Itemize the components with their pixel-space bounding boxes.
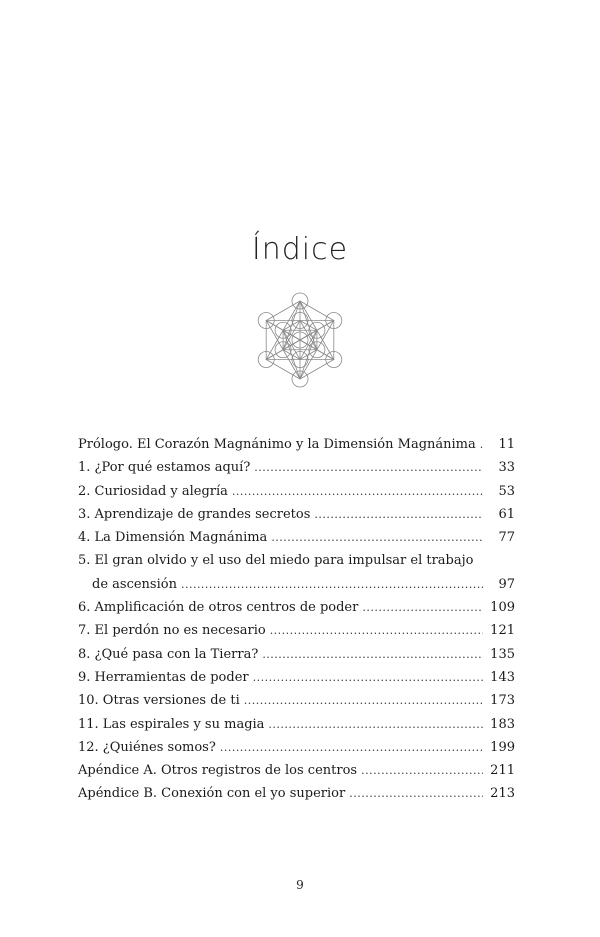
toc-entry-page: 121 xyxy=(490,623,515,639)
toc-entry-page: 213 xyxy=(490,786,515,802)
toc-entry-title: 10. Otras versiones de ti xyxy=(78,693,240,709)
toc-entry xyxy=(78,623,515,646)
page-title: Índice xyxy=(251,232,349,267)
toc-entry-title: 2. Curiosidad y alegría xyxy=(78,483,228,499)
toc-entry-title: 1. ¿Por qué estamos aquí? xyxy=(78,460,251,476)
toc-entry-page: 211 xyxy=(490,763,515,779)
toc-entry-title: 5. El gran olvido y el uso del miedo para impulsar el trabajo xyxy=(78,553,474,569)
toc-entry xyxy=(78,437,515,460)
toc-entry-page: 61 xyxy=(498,506,515,522)
toc-entry xyxy=(78,647,515,670)
metatrons-cube-icon xyxy=(250,290,350,390)
toc-entry-title: 7. El perdón no es necesario xyxy=(78,623,266,639)
toc-entry xyxy=(78,530,515,553)
toc-entry-page: 97 xyxy=(498,576,515,592)
toc-entry-continuation xyxy=(78,577,515,600)
toc-entry-page: 183 xyxy=(490,716,515,732)
toc-entry xyxy=(78,484,515,507)
toc-entry xyxy=(78,693,515,716)
toc-entry-title: 12. ¿Quiénes somos? xyxy=(78,739,216,755)
toc-entry-page: 109 xyxy=(490,600,515,616)
toc-entry xyxy=(78,763,515,786)
toc-entry-title: 6. Amplificación de otros centros de poder xyxy=(78,600,359,616)
toc-entry xyxy=(78,553,515,576)
toc-entry-page: 33 xyxy=(498,460,515,476)
toc-entry xyxy=(78,717,515,740)
toc-entry-page: 143 xyxy=(490,669,515,685)
toc-entry-title: Apéndice B. Conexión con el yo superior xyxy=(78,786,346,802)
table-of-contents xyxy=(78,437,515,810)
page-number: 9 xyxy=(296,878,304,892)
toc-entry-title: 3. Aprendizaje de grandes secretos xyxy=(78,506,311,522)
toc-entry-title-cont: de ascensión xyxy=(92,576,177,592)
toc-entry-page: 199 xyxy=(490,739,515,755)
toc-entry-title: 4. La Dimensión Magnánima xyxy=(78,530,268,546)
toc-entry-page: 135 xyxy=(490,646,515,662)
toc-entry-page: 173 xyxy=(490,693,515,709)
toc-entry-page: 77 xyxy=(498,530,515,546)
toc-entry-title: 9. Herramientas de poder xyxy=(78,669,249,685)
toc-entry xyxy=(78,460,515,483)
toc-entry-title: Apéndice A. Otros registros de los centros xyxy=(78,763,358,779)
toc-entry xyxy=(78,600,515,623)
toc-entry xyxy=(78,740,515,763)
toc-entry xyxy=(78,670,515,693)
toc-entry xyxy=(78,507,515,530)
toc-entry xyxy=(78,786,515,809)
toc-entry-title: Prólogo. El Corazón Magnánimo y la Dimensión Magnánima xyxy=(78,437,476,452)
toc-entry-title: 11. Las espirales y su magia xyxy=(78,716,265,732)
toc-entry-title: 8. ¿Qué pasa con la Tierra? xyxy=(78,646,259,662)
toc-entry-page: 53 xyxy=(498,483,515,499)
toc-entry-page: 11 xyxy=(498,437,515,452)
